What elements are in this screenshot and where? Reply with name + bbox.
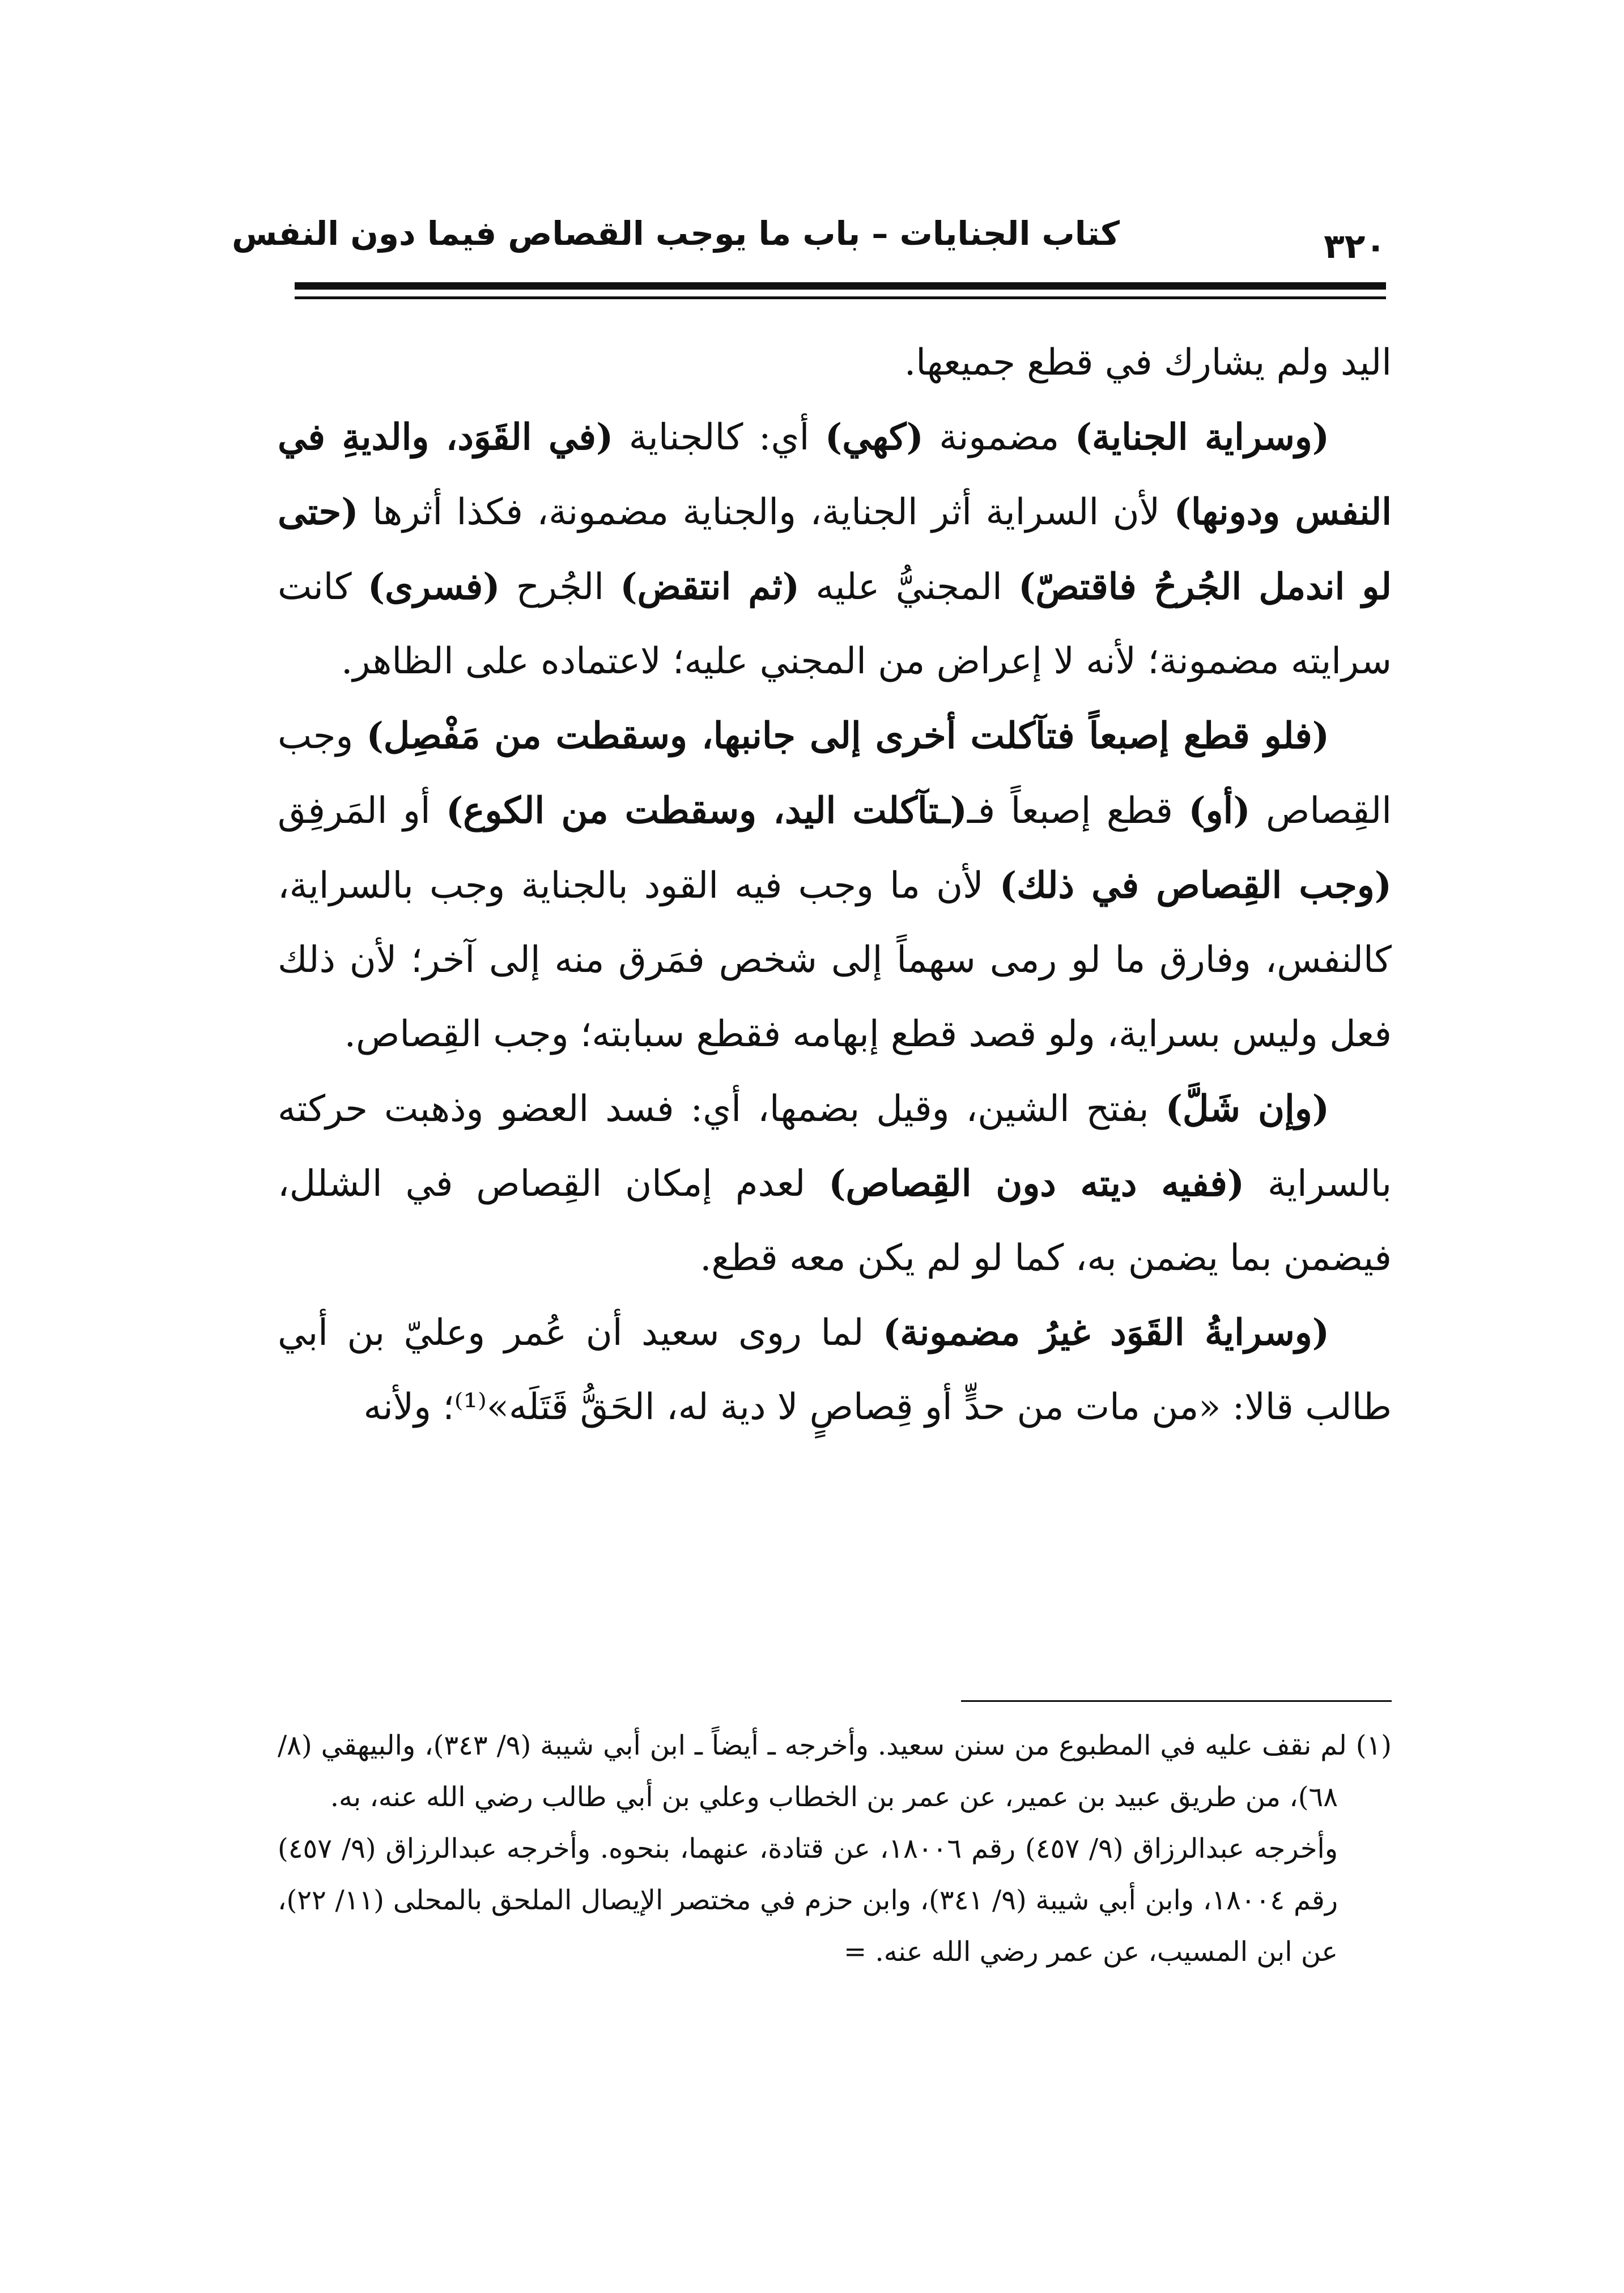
main-text bbox=[278, 326, 1392, 1445]
footnote-paragraph: (١) لم نقف عليه في المطبوع من سنن سعيد. وأخرجه ـ أيضاً ـ ابن أبي شيبة (٩/ ٣٤٣)، والبيهقي (٨/ ٦٨)، من طريق عبيد بن عمير، عن عمر بن الخطاب وعلي بن أبي طالب رضي الله عنه، به. bbox=[278, 1730, 1392, 1813]
commentary-text: الجُرح bbox=[500, 566, 620, 608]
matn-text: (وجب القِصاص في ذلك) bbox=[999, 864, 1392, 907]
matn-text: (حتى لو اندمل الجُرحُ فاقتصّ) bbox=[278, 491, 1392, 608]
commentary-text: كانت سرايته مضمونة؛ لأنه لا إعراض من المجني عليه؛ لاعتماده على الظاهر. bbox=[278, 566, 1392, 682]
matn-text: (في القَوَد، والديةِ في النفس ودونها) bbox=[278, 416, 1392, 533]
header-rule-thin bbox=[295, 296, 1386, 299]
footnote-separator bbox=[961, 1700, 1392, 1702]
matn-text: (فلو قطع إصبعاً فتآكلت أخرى إلى جانبها، وسقطت من مَفْصِل) bbox=[366, 715, 1329, 757]
running-title: كتاب الجنايات – باب ما يوجب القصاص فيما دون النفس bbox=[232, 214, 1120, 253]
body-paragraph bbox=[278, 699, 1392, 1072]
commentary-text: قطع إصبعاً فـ bbox=[967, 790, 1189, 832]
footnotes bbox=[278, 1720, 1392, 1978]
commentary-text: لأن السراية أثر الجناية، والجناية مضمونة، فكذا أثرها bbox=[358, 491, 1174, 533]
commentary-text: بفتح الشين، وقيل بضمها، أي: فسد العضو وذهبت حركته بالسراية bbox=[278, 1088, 1392, 1205]
body-paragraph bbox=[278, 1072, 1392, 1296]
commentary-text: ⁽¹⁾ bbox=[454, 1386, 487, 1428]
commentary-text: اليد ولم يشارك في قطع جميعها. bbox=[904, 342, 1392, 384]
matn-text: (فسرى) bbox=[367, 566, 500, 608]
matn-text: (وسرايةُ القَوَد غيرُ مضمونة) bbox=[882, 1311, 1330, 1354]
commentary-text: مضمونة bbox=[923, 417, 1075, 458]
commentary-text: أي: كالجناية bbox=[613, 417, 825, 458]
body-paragraph bbox=[278, 326, 1392, 400]
commentary-text: المجنيُّ عليه bbox=[800, 566, 1019, 608]
matn-text: (وسراية الجناية) bbox=[1074, 416, 1330, 458]
matn-text: (أو) bbox=[1188, 789, 1251, 832]
commentary-text: وجب القِصاص bbox=[278, 715, 1392, 832]
matn-text: (ـتآكلت اليد، وسقطت من الكوع) bbox=[446, 789, 967, 832]
commentary-text: ؛ ولأنه bbox=[363, 1386, 454, 1428]
page-number: ٣٢٠ bbox=[1324, 227, 1386, 266]
matn-text: (كهي) bbox=[824, 416, 924, 458]
commentary-text: أو المَرفِق bbox=[278, 790, 447, 832]
footnote-paragraph: وأخرجه عبدالرزاق (٩/ ٤٥٧) رقم ١٨٠٠٦، عن قتادة، عنهما، بنحوه. وأخرجه عبدالرزاق (٩/ ٤٥٧) رقم ١٨٠٠٤، وابن أبي شيبة (٩/ ٣٤١)، وابن حزم في مختصر الإيصال الملحق بالمحلى (١١/ ٢٢)، عن ابن المسيب، عن عمر رضي الله عنه. = bbox=[278, 1833, 1338, 1968]
matn-text: (ثم انتقض) bbox=[620, 566, 800, 608]
matn-text: (وإن شَلَّ) bbox=[1165, 1088, 1330, 1130]
commentary-text: لعدم إمكان القِصاص في الشلل، فيضمن بما يضمن به، كما لو لم يكن معه قطع. bbox=[278, 1163, 1392, 1279]
page-header bbox=[232, 210, 1386, 272]
header-rule-thick bbox=[295, 282, 1386, 290]
body-paragraph bbox=[278, 400, 1392, 699]
body-paragraph bbox=[278, 1296, 1392, 1445]
commentary-text: لما روى سعيد أن عُمر وعليّ بن أبي طالب قالا: «من مات من حدٍّ أو قِصاصٍ لا دية له، الحَقُّ قَتَلَه» bbox=[278, 1312, 1392, 1428]
matn-text: (ففيه ديته دون القِصاص) bbox=[828, 1162, 1245, 1205]
commentary-text: لأن ما وجب فيه القود بالجناية وجب بالسراية، كالنفس، وفارق ما لو رمى سهماً إلى شخص فمَرق منه إلى آخر؛ لأن ذلك فعل وليس بسراية، ولو قصد قطع إبهامه فقطع سبابته؛ وجب القِصاص. bbox=[278, 865, 1392, 1055]
